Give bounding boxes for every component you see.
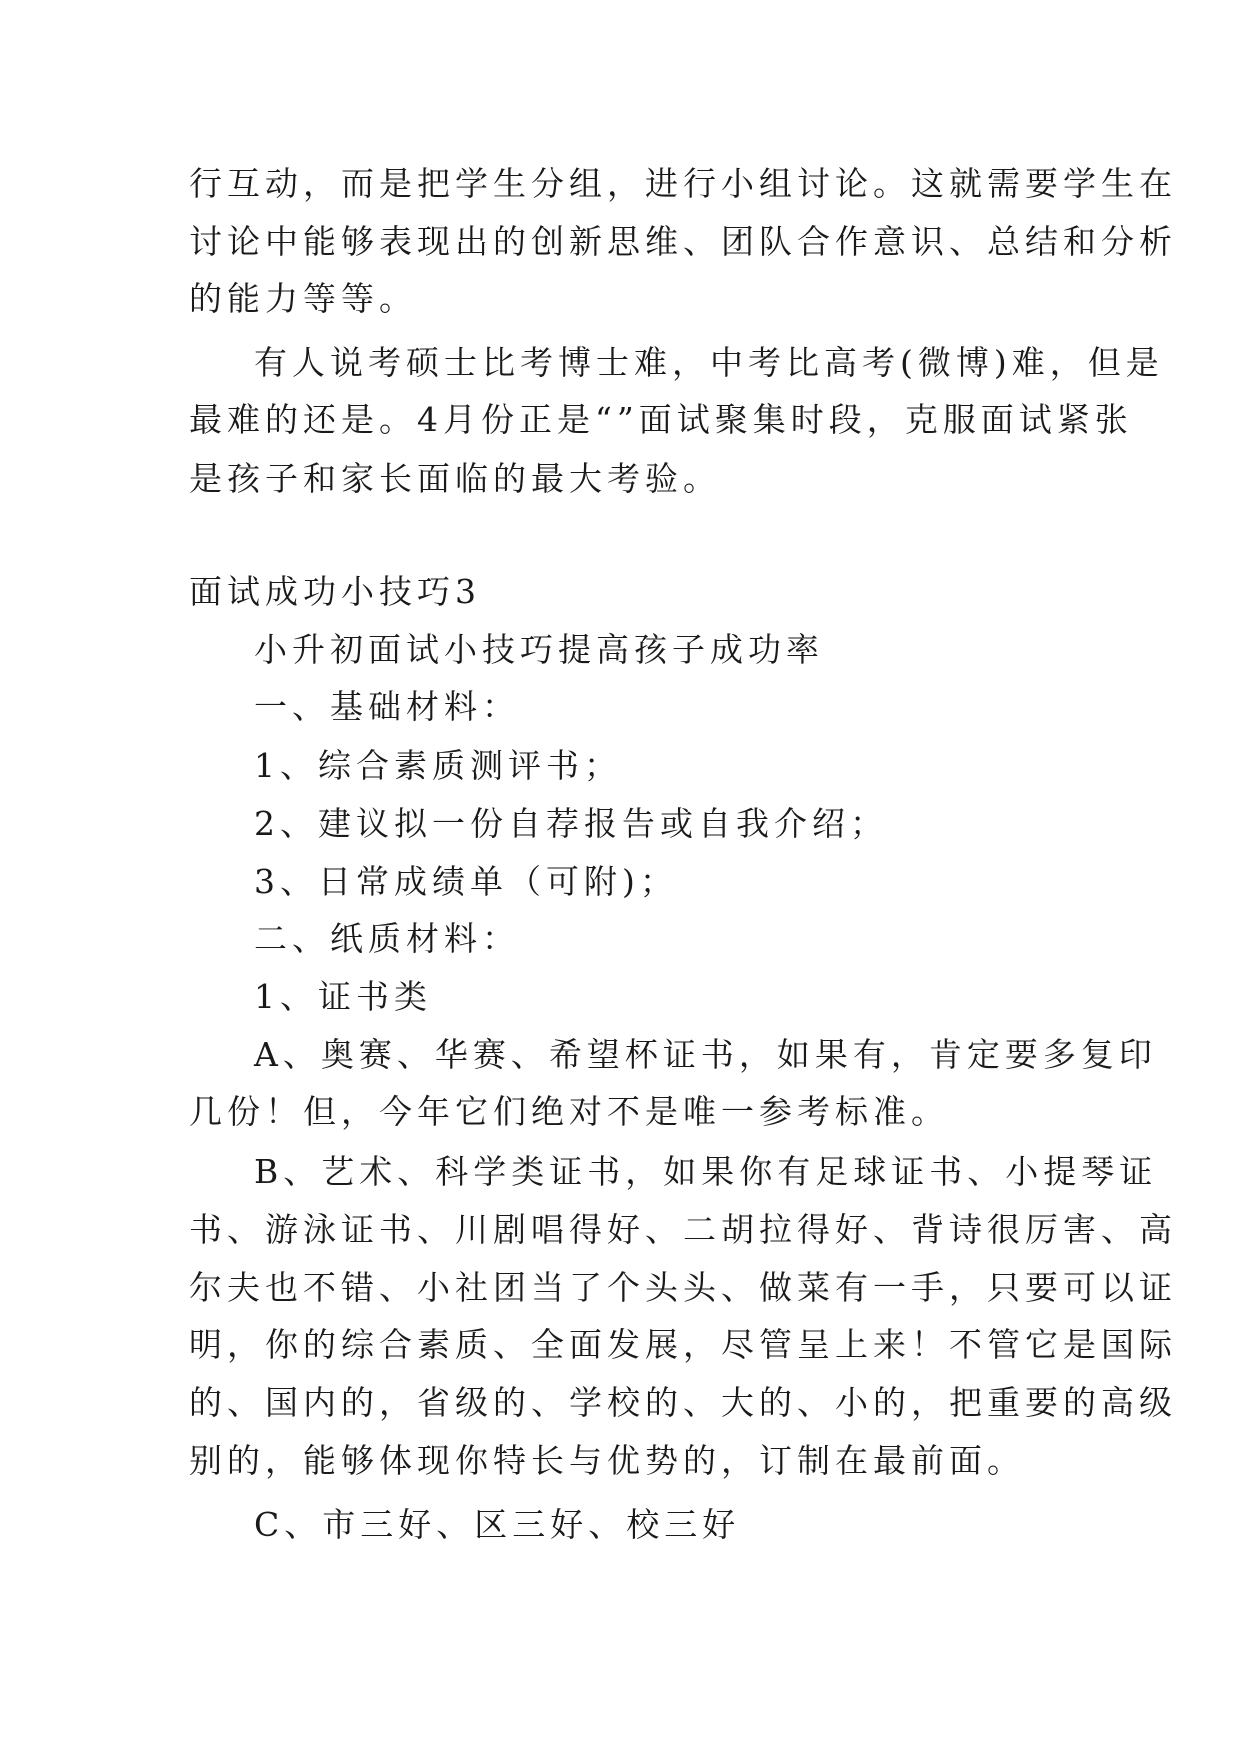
body-line: 有人说考硕士比考博士难，中考比高考(微博)难，但是 xyxy=(254,343,1164,382)
body-line: A、奥赛、华赛、希望杯证书，如果有，肯定要多复印 xyxy=(254,1035,1157,1074)
body-line: 的能力等等。 xyxy=(189,279,417,318)
body-line: 1、综合素质测评书； xyxy=(254,746,622,785)
body-line: 明，你的综合素质、全面发展，尽管呈上来！不管它是国际 xyxy=(189,1325,1177,1364)
body-line: 几份！但，今年它们绝对不是唯一参考标准。 xyxy=(189,1092,949,1131)
body-line: C、市三好、区三好、校三好 xyxy=(254,1505,741,1544)
body-line: 3、日常成绩单（可附)； xyxy=(254,862,678,901)
body-line: 二、纸质材料： xyxy=(254,919,520,958)
body-line: 1、证书类 xyxy=(254,977,432,1016)
body-line: 一、基础材料： xyxy=(254,687,520,726)
body-line: 讨论中能够表现出的创新思维、团队合作意识、总结和分析 xyxy=(189,222,1177,261)
body-line: 小升初面试小技巧提高孩子成功率 xyxy=(254,630,824,669)
body-line: 行互动，而是把学生分组，进行小组讨论。这就需要学生在 xyxy=(189,164,1177,203)
body-line: 的、国内的，省级的、学校的、大的、小的，把重要的高级 xyxy=(189,1383,1177,1422)
section-heading: 面试成功小技巧3 xyxy=(189,572,481,611)
body-line: 尔夫也不错、小社团当了个头头、做菜有一手，只要可以证 xyxy=(189,1268,1177,1307)
body-line: 最难的还是。4月份正是“”面试聚集时段，克服面试紧张 xyxy=(189,400,1133,439)
body-line: 是孩子和家长面临的最大考验。 xyxy=(189,459,721,498)
body-line: 书、游泳证书、川剧唱得好、二胡拉得好、背诗很厉害、高 xyxy=(189,1210,1177,1249)
body-line: 2、建议拟一份自荐报告或自我介绍； xyxy=(254,804,888,843)
body-line: 别的，能够体现你特长与优势的，订制在最前面。 xyxy=(189,1441,1025,1480)
body-line: B、艺术、科学类证书，如果你有足球证书、小提琴证 xyxy=(254,1152,1158,1191)
